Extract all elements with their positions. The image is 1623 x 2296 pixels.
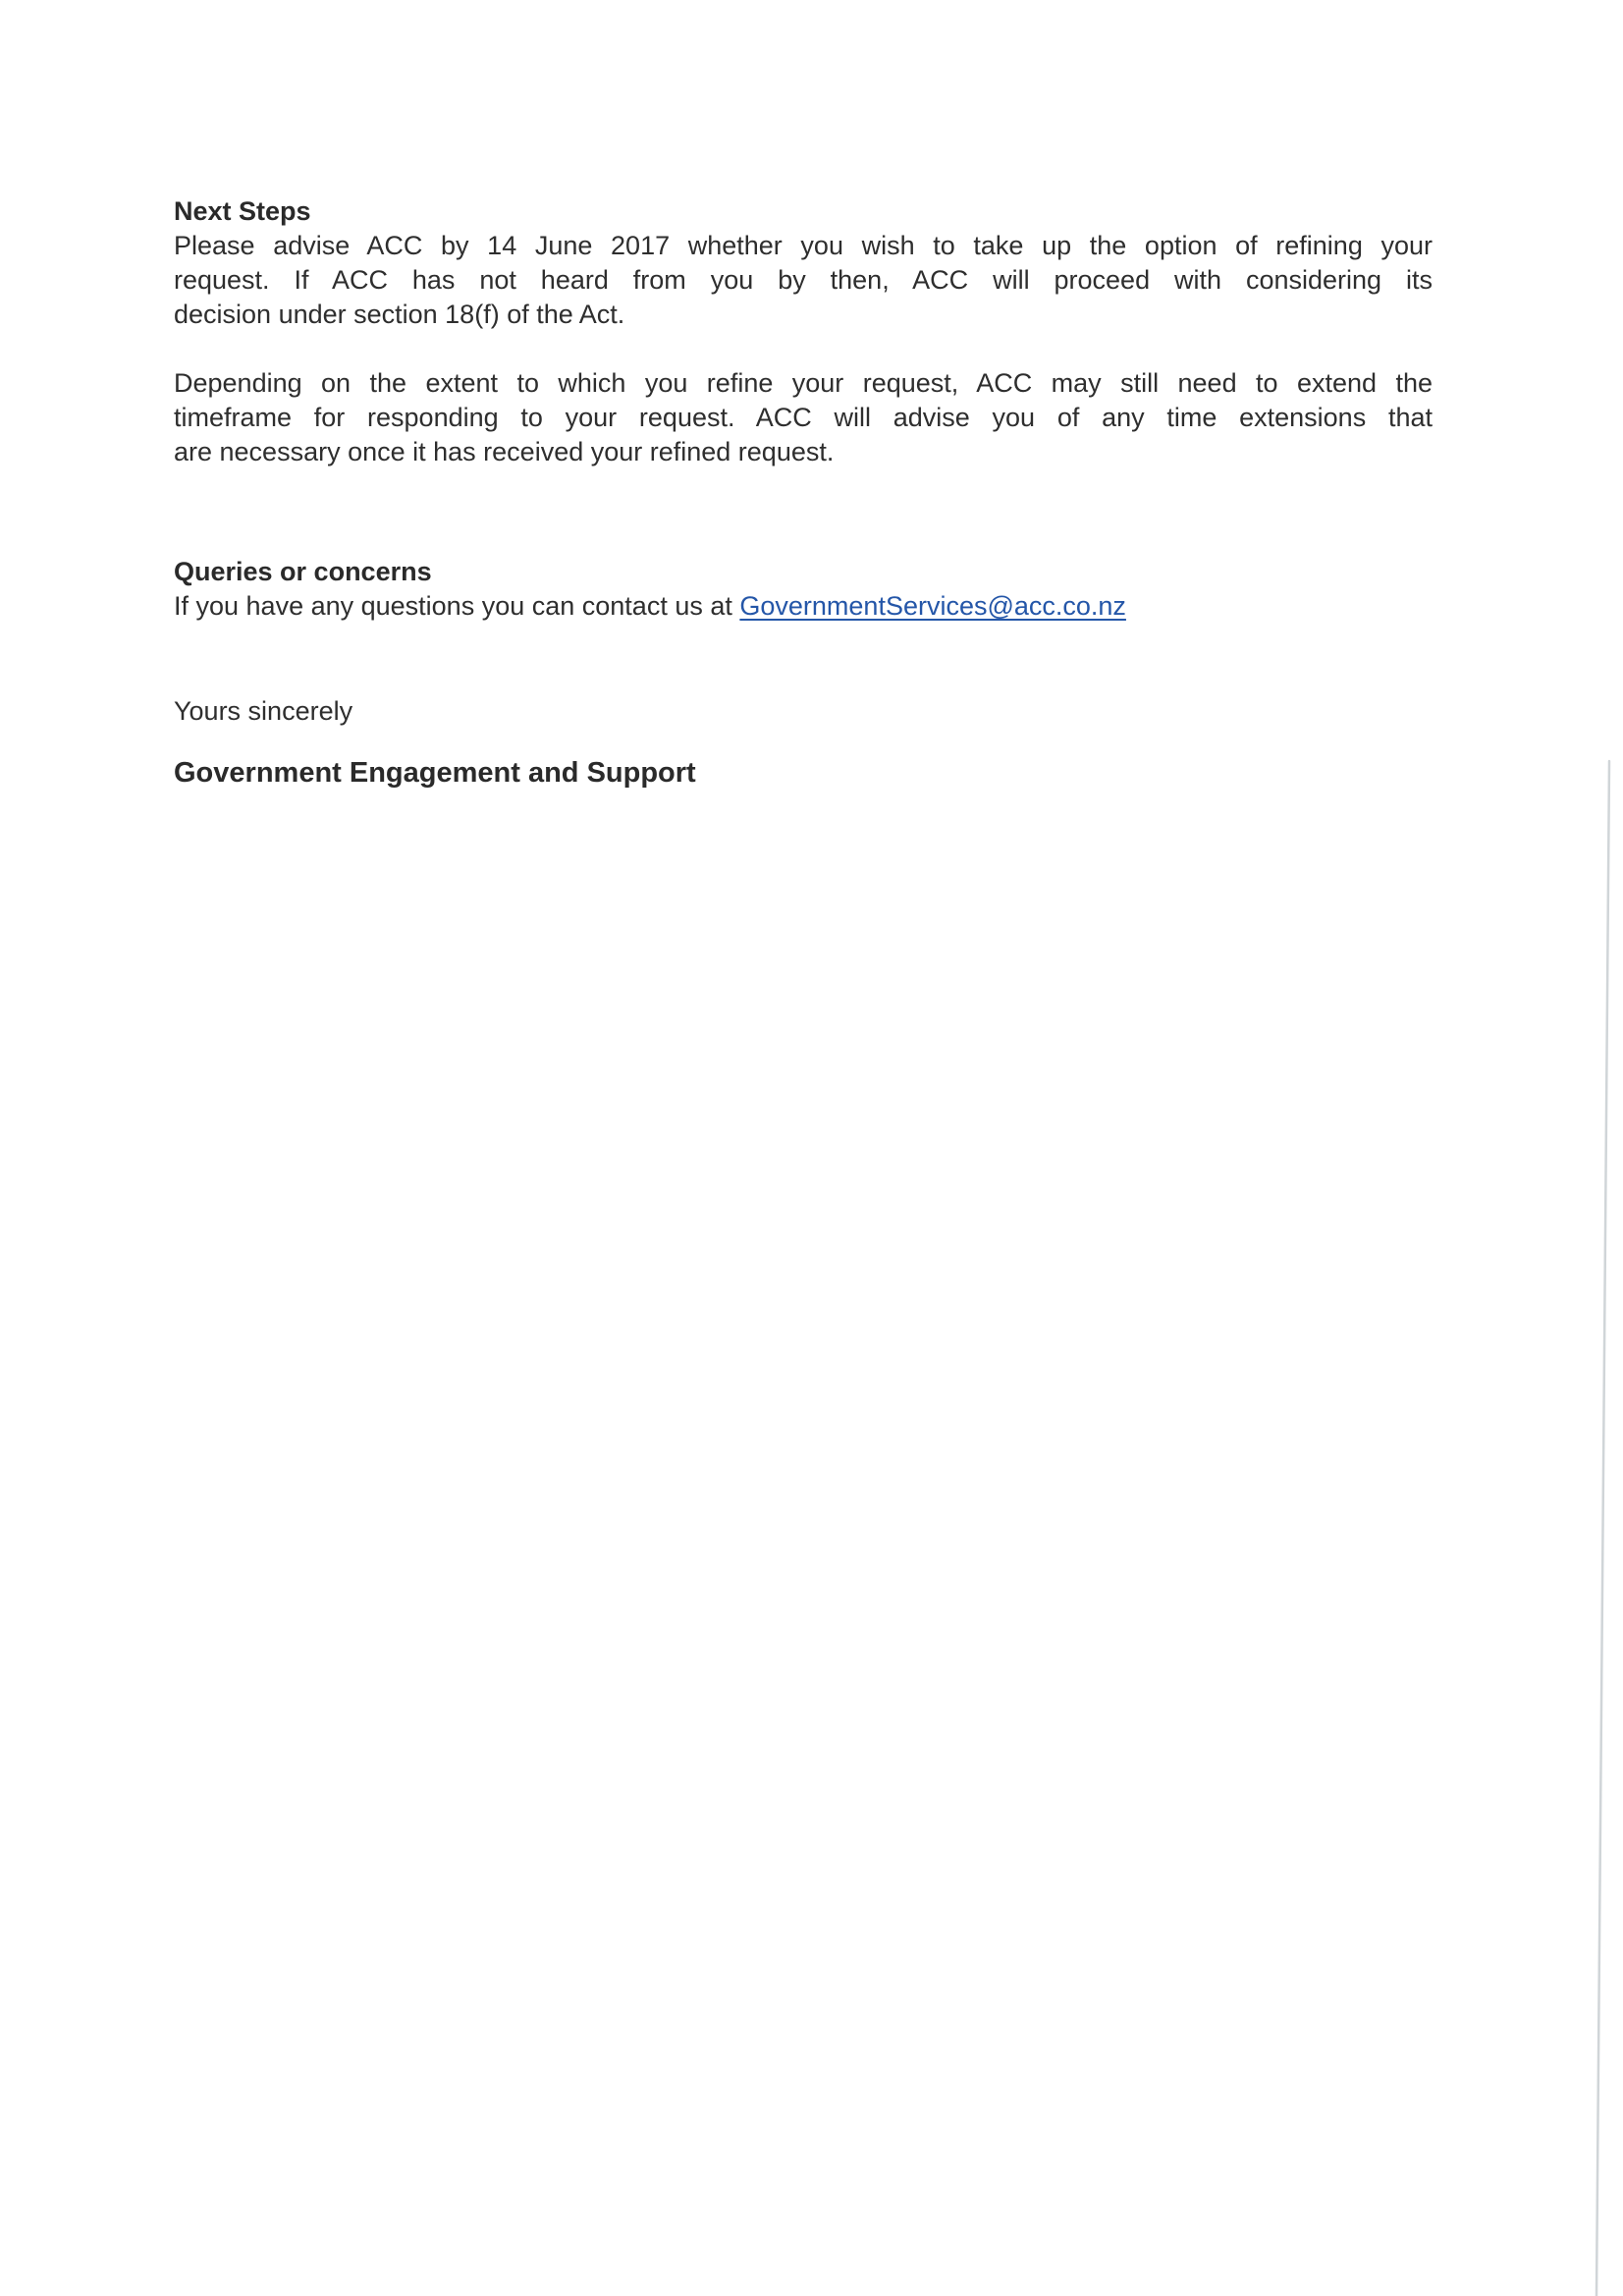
next-steps-heading: Next Steps [174, 196, 311, 226]
signature-spacer [174, 729, 1433, 756]
contact-line [174, 589, 1433, 624]
paragraph-line: Please advise ACC by 14 June 2017 whether you wish to take up the option of refining your [174, 231, 1433, 260]
next-steps-paragraph-1 [174, 229, 1433, 332]
closing-spacer [174, 624, 1433, 694]
contact-email-link[interactable]: GovernmentServices@acc.co.nz [739, 591, 1126, 621]
letter-body [174, 194, 1433, 791]
paragraph-line: timeframe for responding to your request. ACC will advise you of any time extensions that [174, 403, 1433, 432]
paragraph-line: Depending on the extent to which you refine your request, ACC may still need to extend the [174, 368, 1433, 398]
signature-line: Government Engagement and Support [174, 757, 696, 789]
next-steps-paragraph-2 [174, 366, 1433, 469]
paragraph-line: are necessary once it has received your refined request. [174, 437, 835, 466]
contact-text: If you have any questions you can contact us at [174, 591, 740, 621]
paragraph-line: request. If ACC has not heard from you by then, ACC will proceed with considering its [174, 265, 1433, 295]
queries-heading: Queries or concerns [174, 557, 432, 586]
paragraph-line: decision under section 18(f) of the Act. [174, 300, 625, 329]
section-spacer [174, 469, 1433, 555]
paragraph-spacer [174, 332, 1433, 366]
valediction: Yours sincerely [174, 696, 353, 726]
